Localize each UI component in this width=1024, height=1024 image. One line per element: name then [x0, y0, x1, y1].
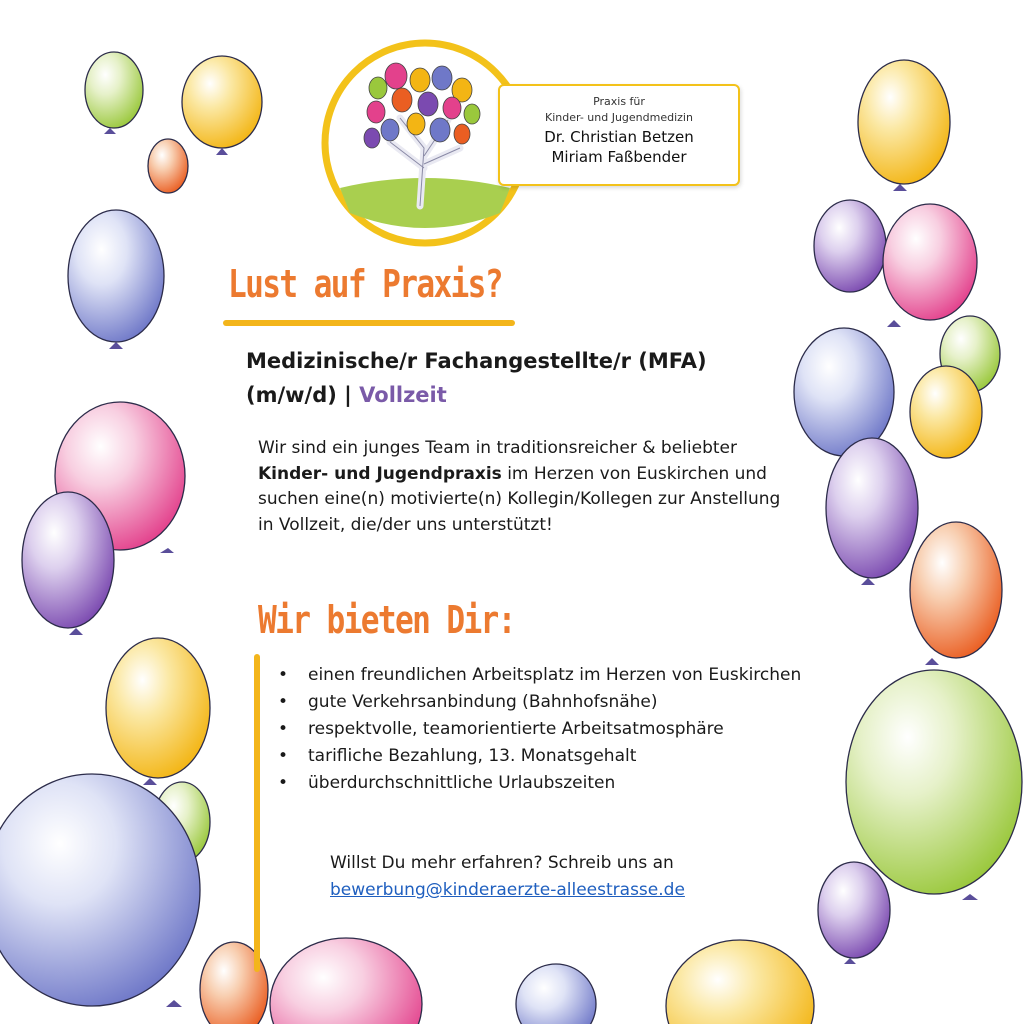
job-title	[246, 344, 806, 412]
job-type-highlight: Vollzeit	[359, 383, 447, 407]
list-item: • einen freundlichen Arbeitsplatz im Herzen von Euskirchen	[278, 662, 838, 689]
practice-name-card	[498, 84, 740, 186]
contact-call-to-action	[330, 850, 850, 904]
list-item: • respektvolle, teamorientierte Arbeitsatmosphäre	[278, 716, 838, 743]
logo-line-specialty: Kinder- und Jugendmedizin	[545, 111, 693, 124]
job-title-line-1: Medizinische/r Fachangestellte/r (MFA)	[246, 349, 707, 373]
offer-heading: Wir bieten Dir:	[258, 598, 515, 642]
intro-text-1: Wir sind ein junges Team in traditionsreicher & beliebter	[258, 438, 737, 458]
list-item: • tarifliche Bezahlung, 13. Monatsgehalt	[278, 743, 838, 770]
logo-doctor-1: Dr. Christian Betzen	[544, 128, 694, 146]
contact-text: Willst Du mehr erfahren? Schreib uns an	[330, 853, 674, 873]
headline-underline	[223, 320, 515, 326]
logo-doctor-2: Miriam Faßbender	[551, 148, 687, 166]
benefits-list	[278, 662, 838, 797]
list-item: • überdurchschnittliche Urlaubszeiten	[278, 770, 838, 797]
offer-accent-bar	[254, 654, 260, 972]
logo-line-praxis: Praxis für	[593, 95, 645, 108]
job-gender-tag: (m/w/d) |	[246, 383, 360, 407]
email-link[interactable]: bewerbung@kinderaerzte-alleestrasse.de	[330, 880, 685, 900]
intro-text-2: im Herzen von Euskirchen und suchen eine(n) motivierte(n) Kollegin/Kollegen zur Anstellung in Vollzeit, die/der uns unterstützt!	[258, 463, 781, 535]
intro-paragraph	[258, 436, 798, 538]
intro-bold-practice: Kinder- und Jugendpraxis	[258, 463, 502, 484]
headline-lust-auf-praxis: Lust auf Praxis?	[228, 262, 502, 306]
list-item: • gute Verkehrsanbindung (Bahnhofsnähe)	[278, 689, 838, 716]
job-title-line-2	[246, 378, 806, 412]
